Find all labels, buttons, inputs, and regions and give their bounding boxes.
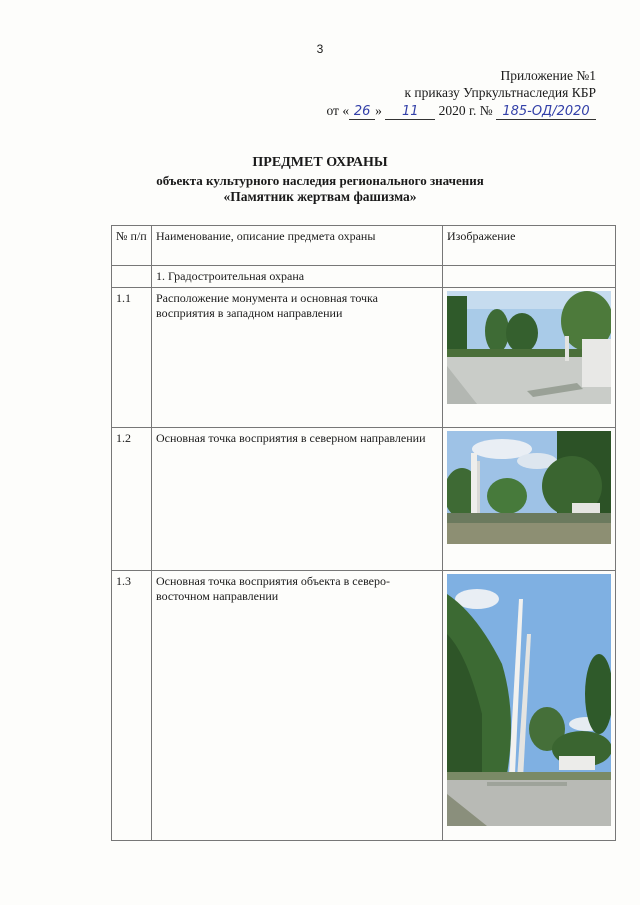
page-number: 3	[316, 42, 324, 56]
section-row	[112, 266, 616, 288]
row-number: 1.2	[112, 428, 152, 571]
photo-north-view-icon	[447, 431, 611, 544]
order-reference: к приказу Упркультнаследия КБР	[404, 85, 596, 100]
table-header-row	[112, 226, 616, 266]
row-number: 1.3	[112, 571, 152, 841]
order-date-line	[326, 103, 596, 120]
row-text: Основная точка восприятия объекта в северо-восточном направлении	[152, 571, 443, 841]
protection-table	[111, 225, 616, 841]
order-month: 11	[385, 104, 435, 120]
table-row	[112, 288, 616, 428]
date-prefix: от «	[326, 103, 350, 118]
table-row	[112, 428, 616, 571]
section-title: 1. Градостроительная охрана	[152, 266, 443, 288]
date-mid: »	[375, 103, 382, 118]
row-number: 1.1	[112, 288, 152, 428]
header-number: № п/п	[112, 226, 152, 266]
document-title: ПРЕДМЕТ ОХРАНЫ	[252, 155, 388, 170]
row-text: Основная точка восприятия в северном направлении	[152, 428, 443, 571]
monument-name: «Памятник жертвам фашизма»	[223, 189, 417, 204]
header-description: Наименование, описание предмета охраны	[152, 226, 443, 266]
order-day: 26	[349, 104, 375, 120]
order-number: 185-ОД/2020	[496, 104, 596, 120]
annex-label: Приложение №1	[500, 68, 596, 83]
photo-northeast-view-icon	[447, 574, 611, 826]
photo-west-view-icon	[447, 291, 611, 404]
row-text: Расположение монумента и основная точка восприятия в западном направлении	[152, 288, 443, 428]
year-text: 2020 г. №	[438, 103, 493, 118]
header-image: Изображение	[443, 226, 616, 266]
table-row	[112, 571, 616, 841]
document-subtitle: объекта культурного наследия регионального значения	[156, 173, 484, 188]
